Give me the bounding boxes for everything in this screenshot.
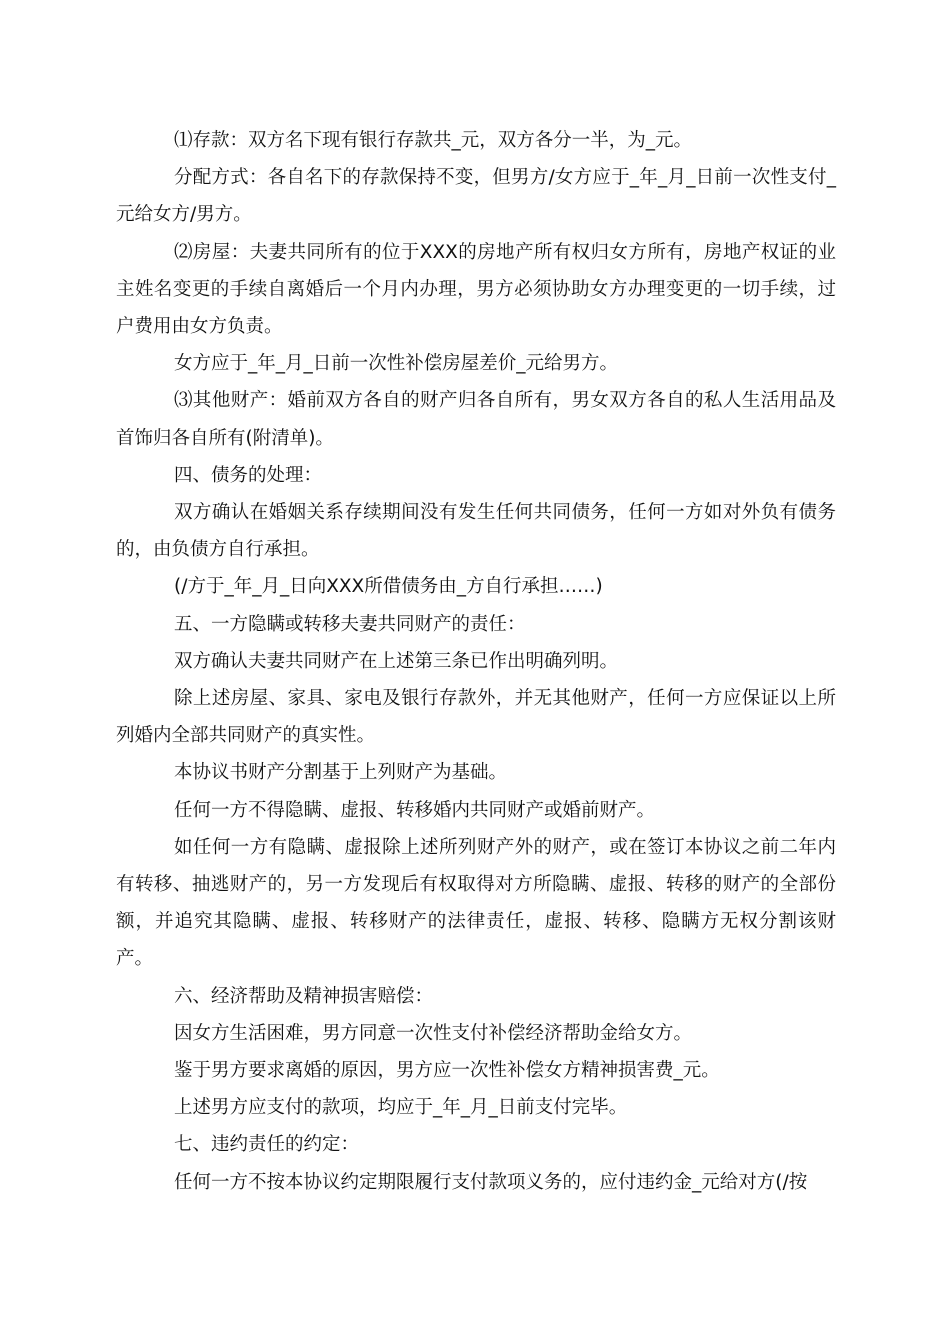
paragraph-house: ⑵房屋：夫妻共同所有的位于XXX的房地产所有权归女方所有，房地产权证的业主姓名变更的手续自离婚后一个月内办理，男方必须协助女方办理变更的一切手续，过户费用由女方负责。: [116, 241, 836, 338]
paragraph-deposit: ⑴存款：双方名下现有银行存款共_元，双方各分一半，为_元。: [174, 130, 693, 151]
paragraph-no-other-property: 除上述房屋、家具、家电及银行存款外，并无其他财产，任何一方应保证以上所列婚内全部共同财产的真实性。: [116, 688, 836, 747]
paragraph-other-property: ⑶其他财产：婚前双方各自的财产归各自所有，男女双方各自的私人生活用品及首饰归各自所有(附清单)。: [116, 390, 836, 449]
paragraph-distribution-method: 分配方式：各自名下的存款保持不变，但男方/女方应于_年_月_日前一次性支付_元给女方/男方。: [116, 167, 836, 226]
section-heading-debts: 四、债务的处理：: [174, 464, 323, 486]
paragraph-payment-deadline: 上述男方应支付的款项，均应于_年_月_日前支付完毕。: [174, 1097, 628, 1119]
paragraph-house-compensation: 女方应于_年_月_日前一次性补偿房屋差价_元给男方。: [174, 353, 619, 375]
paragraph-concealment-penalty: 如任何一方有隐瞒、虚报除上述所列财产外的财产，或在签订本协议之前二年内有转移、抽逃财产的，另一方发现后有权取得对方所隐瞒、虚报、转移的财产的全部份额，并追究其隐瞒、虚报、转移财产的法律责任，虚报、转移、隐瞒方无权分割该财产。: [116, 836, 836, 970]
paragraph-mental-damages: 鉴于男方要求离婚的原因，男方应一次性补偿女方精神损害费_元。: [174, 1060, 720, 1082]
document-body: [116, 122, 836, 1201]
section-heading-breach: 七、违约责任的约定：: [174, 1134, 360, 1156]
section-heading-concealment: 五、一方隐瞒或转移夫妻共同财产的责任：: [174, 613, 526, 635]
paragraph-debts: 双方确认在婚姻关系存续期间没有发生任何共同债务，任何一方如对外负有债务的，由负债方自行承担。: [116, 502, 836, 561]
section-heading-compensation: 六、经济帮助及精神损害赔偿：: [174, 985, 434, 1007]
paragraph-confirmation: 双方确认夫妻共同财产在上述第三条已作出明确列明。: [174, 650, 619, 672]
paragraph-basis: 本协议书财产分割基于上列财产为基础。: [174, 762, 508, 784]
paragraph-prohibition: 任何一方不得隐瞒、虚报、转移婚内共同财产或婚前财产。: [174, 799, 656, 821]
paragraph-economic-help: 因女方生活困难，男方同意一次性支付补偿经济帮助金给女方。: [174, 1022, 693, 1044]
paragraph-debts-note: (/方于_年_月_日向XXX所借债务由_方自行承担……): [174, 576, 603, 598]
paragraph-breach: 任何一方不按本协议约定期限履行支付款项义务的，应付违约金_元给对方(/按: [174, 1171, 808, 1193]
